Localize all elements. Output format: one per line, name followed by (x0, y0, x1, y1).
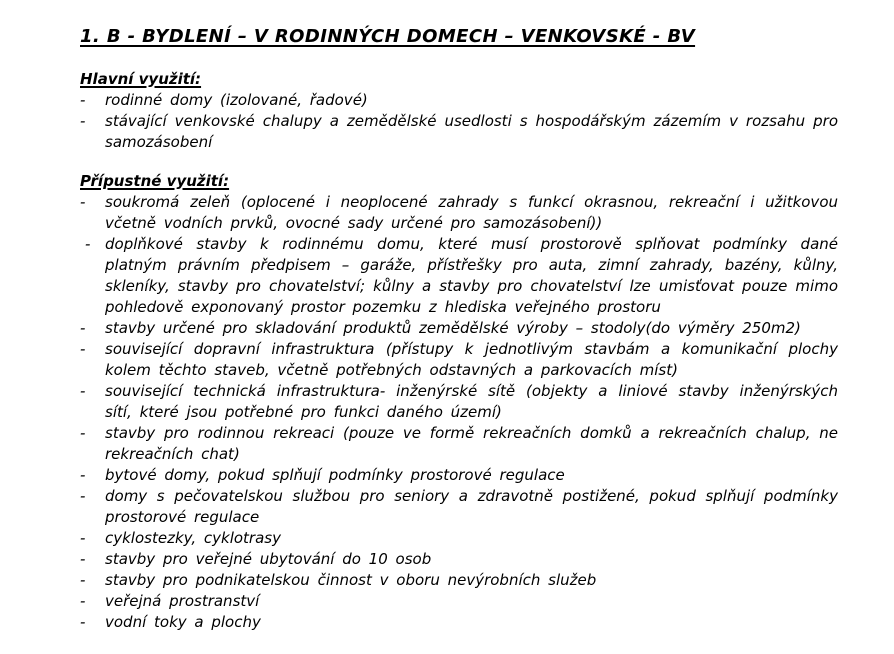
list-item-text: cyklostezky, cyklotrasy (105, 529, 281, 547)
usage-list (80, 192, 838, 633)
list-item-text: stavby určené pro skladování produktů zemědělské výroby – stodoly(do výměry 250m2) (105, 319, 801, 337)
list-item (80, 192, 838, 234)
list-item-marker: - (80, 319, 86, 337)
list-item-text: domy s pečovatelskou službou pro seniory a zdravotně postižené, pokud splňují podmínky prostorové regulace (105, 487, 838, 526)
list-item-marker: - (80, 613, 86, 631)
list-item-text: vodní toky a plochy (105, 613, 261, 631)
list-item (80, 381, 838, 423)
list-item-marker: - (80, 529, 86, 547)
list-item (80, 549, 838, 570)
document-section (80, 171, 838, 633)
section-heading: Hlavní využití: (80, 70, 202, 88)
list-item-marker: - (85, 235, 91, 253)
usage-list (80, 90, 838, 153)
list-item-text: doplňkové stavby k rodinnému domu, které musí prostorově splňovat podmínky dané platným právním předpisem – garáže, přístřešky pro auta, zimní zahrady, bazény, kůlny, skleníky, stavby pro chovatelství; kůlny a stavby pro chovatelství lze umisťovat pouze mimo pohledově exponovaný prostor pozemku z hlediska veřejného prostoru (105, 235, 838, 316)
list-item (80, 90, 838, 111)
list-item (80, 486, 838, 528)
sections (80, 69, 838, 633)
list-item-text: rodinné domy (izolované, řadové) (105, 91, 368, 109)
list-item-text: stavby pro veřejné ubytování do 10 osob (105, 550, 432, 568)
list-item-text: související dopravní infrastruktura (přístupy k jednotlivým stavbám a komunikační plochy kolem těchto staveb, včetně potřebných odstavných a parkovacích míst) (105, 340, 838, 379)
list-item-text: veřejná prostranství (105, 592, 260, 610)
list-item-marker: - (80, 382, 86, 400)
section-heading: Přípustné využití: (80, 172, 230, 190)
list-item-marker: - (80, 466, 86, 484)
list-item-text: stávající venkovské chalupy a zemědělské usedlosti s hospodářským zázemím v rozsahu pro samozásobení (105, 112, 838, 151)
list-item-marker: - (80, 340, 86, 358)
list-item (80, 465, 838, 486)
list-item (80, 570, 838, 591)
list-item-text: soukromá zeleň (oplocené i neoplocené zahrady s funkcí okrasnou, rekreační i užitkovou včetně vodních prvků, ovocné sady určené pro samozásobení)) (105, 193, 838, 232)
list-item (80, 339, 838, 381)
list-item (80, 612, 838, 633)
list-item-marker: - (80, 424, 86, 442)
document-section (80, 69, 838, 153)
list-item (80, 528, 838, 549)
list-item-marker: - (80, 487, 86, 505)
list-item (80, 423, 838, 465)
list-item-marker: - (80, 571, 86, 589)
list-item (80, 111, 838, 153)
list-item-text: související technická infrastruktura- inženýrské sítě (objekty a liniové stavby inženýrských sítí, které jsou potřebné pro funkci daného území) (105, 382, 838, 421)
list-item-text: stavby pro podnikatelskou činnost v oboru nevýrobních služeb (105, 571, 597, 589)
list-item-text: stavby pro rodinnou rekreaci (pouze ve formě rekreačních domků a rekreačních chalup, ne rekreačních chat) (105, 424, 838, 463)
list-item-marker: - (80, 193, 86, 211)
page-title: 1. B - BYDLENÍ – V RODINNÝCH DOMECH – VENKOVSKÉ - BV (80, 26, 696, 47)
list-item-marker: - (80, 550, 86, 568)
list-item-marker: - (80, 91, 86, 109)
list-item-marker: - (80, 592, 86, 610)
list-item (80, 318, 838, 339)
list-item-text: bytové domy, pokud splňují podmínky prostorové regulace (105, 466, 565, 484)
list-item (80, 234, 838, 318)
list-item (80, 591, 838, 612)
list-item-marker: - (80, 112, 86, 130)
